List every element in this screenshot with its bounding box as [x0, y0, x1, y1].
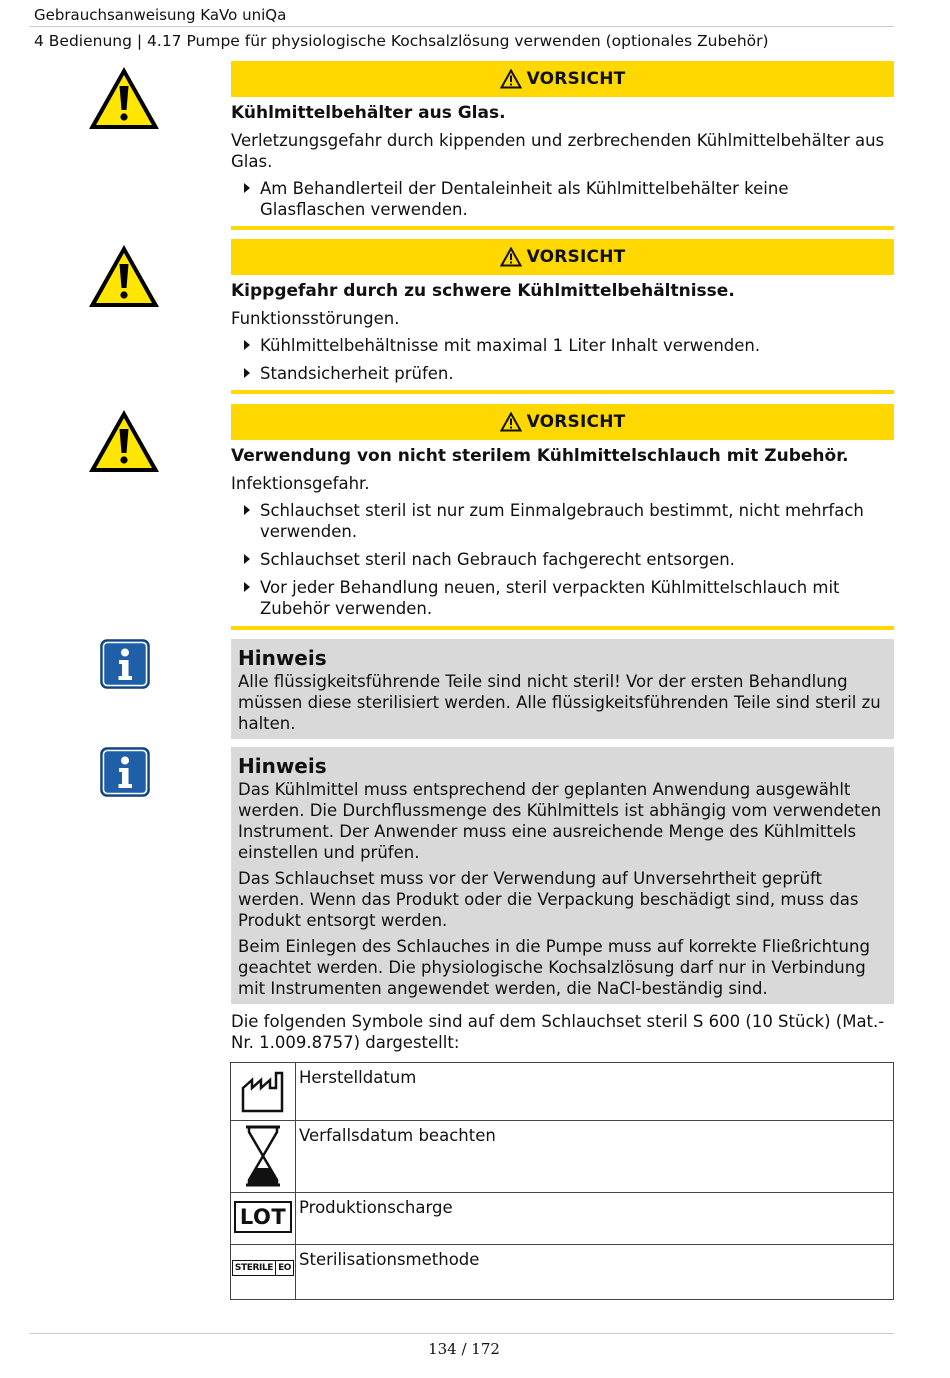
lot-icon — [234, 1201, 292, 1233]
caution-title: Kippgefahr durch zu schwere Kühlmittelbehältnisse. — [231, 281, 735, 301]
note-paragraph: Das Schlauchset muss vor der Verwendung auf Unversehrtheit geprüft werden. Wenn das Produkt oder die Verpackung beschädigt sind, muss das Produkt entsorgt werden. — [238, 869, 859, 930]
lot-icon-text: LOT — [239, 1205, 287, 1229]
warning-triangle-icon — [86, 242, 162, 310]
caution-consequence: Funktionsstörungen. — [231, 309, 400, 328]
table-row — [231, 1063, 894, 1121]
symbol-label: Produktionscharge — [296, 1193, 894, 1245]
info-icon — [100, 747, 150, 797]
symbol-label: Herstelldatum — [296, 1063, 894, 1121]
caution-steps — [231, 500, 894, 619]
symbol-cell — [231, 1063, 296, 1121]
eo-text: EO — [278, 1263, 292, 1273]
note-paragraph: Alle flüssigkeitsführende Teile sind nicht steril! Vor der ersten Behandlung müssen diese sterilisiert werden. Alle flüssigkeitsführenden Teile sind steril zu halten. — [238, 672, 881, 733]
section-breadcrumb: 4 Bedienung | 4.17 Pumpe für physiologische Kochsalzlösung verwenden (optionales Zubehör) — [34, 32, 769, 50]
caution-label: VORSICHT — [526, 412, 626, 432]
caution-block-glass-container — [231, 61, 894, 227]
caution-small-icon — [500, 69, 522, 89]
caution-title: Kühlmittelbehälter aus Glas. — [231, 103, 506, 123]
caution-header — [231, 239, 894, 275]
footer-divider — [30, 1333, 894, 1334]
header-divider — [30, 26, 894, 27]
note-block-sterility — [231, 639, 894, 739]
caution-block-non-sterile — [231, 404, 894, 626]
caution-steps — [231, 178, 894, 220]
sterile-text: STERILE — [233, 1261, 276, 1275]
table-row — [231, 1245, 894, 1300]
caution-label: VORSICHT — [526, 247, 626, 267]
note-paragraph: Beim Einlegen des Schlauches in die Pumpe muss auf korrekte Fließrichtung geachtet werden. Die physiologische Kochsalzlösung darf nur in Verbindung mit Instrumenten angewendet werden, die NaCl-beständig sind. — [238, 937, 870, 998]
symbol-label: Verfallsdatum beachten — [296, 1121, 894, 1193]
hourglass-icon — [243, 1124, 283, 1188]
caution-title: Verwendung von nicht sterilem Kühlmittelschlauch mit Zubehör. — [231, 446, 849, 466]
caution-small-icon — [500, 247, 522, 267]
caution-steps — [231, 335, 894, 384]
symbol-cell — [231, 1245, 296, 1300]
page-number: 134 / 172 — [428, 1340, 500, 1358]
caution-step: Vor jeder Behandlung neuen, steril verpackten Kühlmittelschlauch mit Zubehör verwenden. — [231, 577, 894, 619]
note-block-coolant — [231, 747, 894, 1004]
symbols-intro: Die folgenden Symbole sind auf dem Schlauchset steril S 600 (10 Stück) (Mat.-Nr. 1.009.8757) dargestellt: — [231, 1012, 885, 1052]
symbol-cell — [231, 1121, 296, 1193]
symbol-table — [230, 1062, 894, 1300]
caution-step: Schlauchset steril nach Gebrauch fachgerecht entsorgen. — [231, 549, 894, 570]
caution-step: Kühlmittelbehältnisse mit maximal 1 Liter Inhalt verwenden. — [231, 335, 894, 356]
info-icon — [100, 639, 150, 689]
caution-block-tipping — [231, 239, 894, 391]
note-paragraph: Das Kühlmittel muss entsprechend der geplanten Anwendung ausgewählt werden. Die Durchflussmenge des Kühlmittels ist abhängig vom verwendeten Instrument. Der Anwender muss eine ausreichende Menge des Kühlmittels einstellen und prüfen. — [238, 780, 882, 862]
caution-end-line — [231, 226, 894, 230]
note-title: Hinweis — [238, 646, 327, 670]
caution-step: Schlauchset steril ist nur zum Einmalgebrauch bestimmt, nicht mehrfach verwenden. — [231, 500, 894, 542]
caution-header — [231, 61, 894, 97]
caution-consequence: Verletzungsgefahr durch kippenden und zerbrechenden Kühlmittelbehälter aus Glas. — [231, 131, 885, 171]
symbol-cell — [231, 1193, 296, 1245]
warning-triangle-icon — [86, 64, 162, 132]
table-row — [231, 1193, 894, 1245]
warning-triangle-icon — [86, 407, 162, 475]
note-title: Hinweis — [238, 754, 327, 778]
manufacture-date-icon — [238, 1066, 288, 1116]
caution-header — [231, 404, 894, 440]
caution-label: VORSICHT — [526, 69, 626, 89]
caution-end-line — [231, 390, 894, 394]
caution-consequence: Infektionsgefahr. — [231, 474, 370, 493]
table-row — [231, 1121, 894, 1193]
caution-step: Am Behandlerteil der Dentaleinheit als Kühlmittelbehälter keine Glasflaschen verwenden. — [231, 178, 894, 220]
caution-end-line — [231, 626, 894, 630]
symbol-label: Sterilisationsmethode — [296, 1245, 894, 1300]
document-title: Gebrauchsanweisung KaVo uniQa — [34, 6, 287, 24]
caution-step: Standsicherheit prüfen. — [231, 363, 894, 384]
caution-small-icon — [500, 412, 522, 432]
sterile-eo-icon — [232, 1260, 294, 1276]
